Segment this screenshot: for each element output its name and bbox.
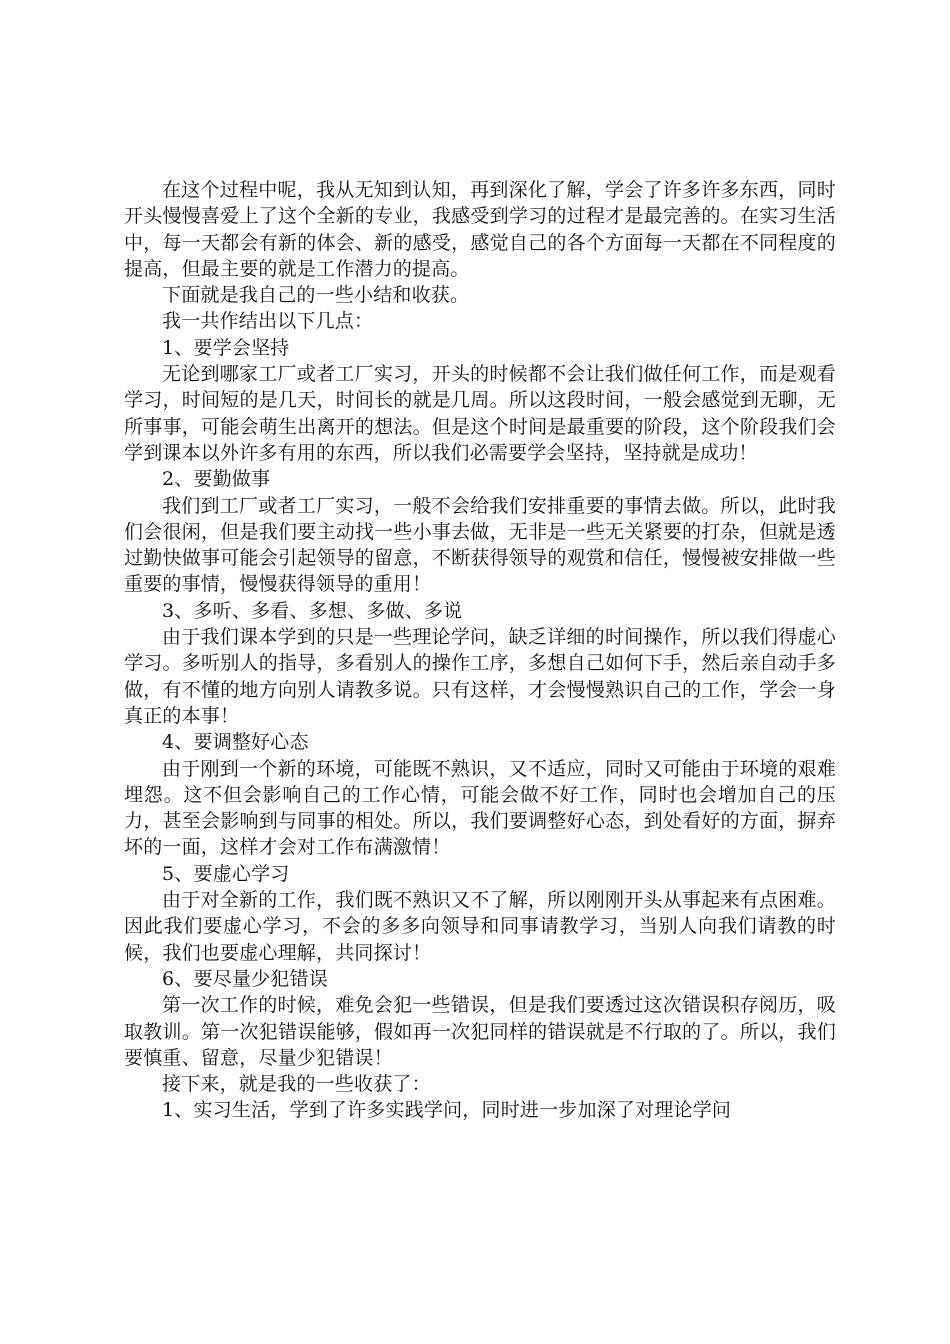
paragraph-point-4: 由于刚到一个新的环境，可能既不熟识，又不适应，同时又可能由于环境的艰难埋怨。这不但会影响自己的工作心情，可能会做不好工作，同时也会增加自己的压力，甚至会影响到与同事的相处。所以，我们要调整好心态，到处看好的方面，摒弃坏的一面，这样才会对工作布满激情！ [124, 757, 836, 859]
paragraph-point-5: 由于对全新的工作，我们既不熟识又不了解，所以刚刚开头从事起来有点困难。因此我们要虚心学习，不会的多多向领导和同事请教学习，当别人向我们请教的时候，我们也要虚心理解，共同探讨！ [124, 889, 836, 964]
paragraph-point-2: 我们到工厂或者工厂实习，一般不会给我们安排重要的事情去做。所以，此时我们会很闲，但是我们要主动找一些小事去做，无非是一些无关紧要的打杂，但就是透过勤快做事可能会引起领导的留意，不断获得领导的观赏和信任，慢慢被安排做一些重要的事情，慢慢获得领导的重用！ [124, 494, 836, 596]
heading-point-1: 1、要学会坚持 [162, 336, 290, 359]
paragraph-gain-1: 1、实习生活，学到了许多实践学问，同时进一步加深了对理论学问 [162, 1099, 732, 1122]
paragraph-point-6: 第一次工作的时候，难免会犯一些错误，但是我们要透过这次错误积存阅历，吸取教训。第一次犯错误能够，假如再一次犯同样的错误就是不行取的了。所以，我们要慎重、留意，尽量少犯错误！ [124, 994, 836, 1069]
paragraph-points-lead: 我一共作结出以下几点： [162, 310, 374, 333]
paragraph-point-1: 无论到哪家工厂或者工厂实习，开头的时候都不会让我们做任何工作，而是观看学习，时间短的是几天，时间长的就是几周。所以这段时间，一般会感觉到无聊，无所事事，可能会萌生出离开的想法。但是这个时间是最重要的阶段，这个阶段我们会学到课本以外许多有用的东西，所以我们必需要学会坚持，坚持就是成功！ [124, 363, 836, 464]
heading-point-4: 4、要调整好心态 [162, 731, 309, 754]
document-body [124, 177, 836, 1124]
paragraph-summary-lead: 下面就是我自己的一些小结和收获。 [162, 284, 470, 307]
paragraph-point-3: 由于我们课本学到的只是一些理论学问，缺乏详细的时间操作，所以我们得虚心学习。多听别人的指导，多看别人的操作工序，多想自己如何下手，然后亲自动手多做，有不懂的地方向别人请教多说。只有这样，才会慢慢熟识自己的工作，学会一身真正的本事！ [124, 626, 836, 727]
heading-point-2: 2、要勤做事 [162, 468, 271, 491]
heading-point-3: 3、多听、多看、多想、多做、多说 [162, 599, 463, 622]
heading-point-6: 6、要尽量少犯错误 [162, 967, 328, 990]
paragraph-gains-lead: 接下来，就是我的一些收获了： [162, 1073, 431, 1096]
paragraph-intro: 在这个过程中呢，我从无知到认知，再到深化了解，学会了许多许多东西，同时开头慢慢喜爱上了这个全新的专业，我感受到学习的过程才是最完善的。在实习生活中，每一天都会有新的体会、新的感受，感觉自己的各个方面每一天都在不同程度的提高，但最主要的就是工作潜力的提高。 [124, 179, 836, 280]
heading-point-5: 5、要虚心学习 [162, 862, 290, 885]
